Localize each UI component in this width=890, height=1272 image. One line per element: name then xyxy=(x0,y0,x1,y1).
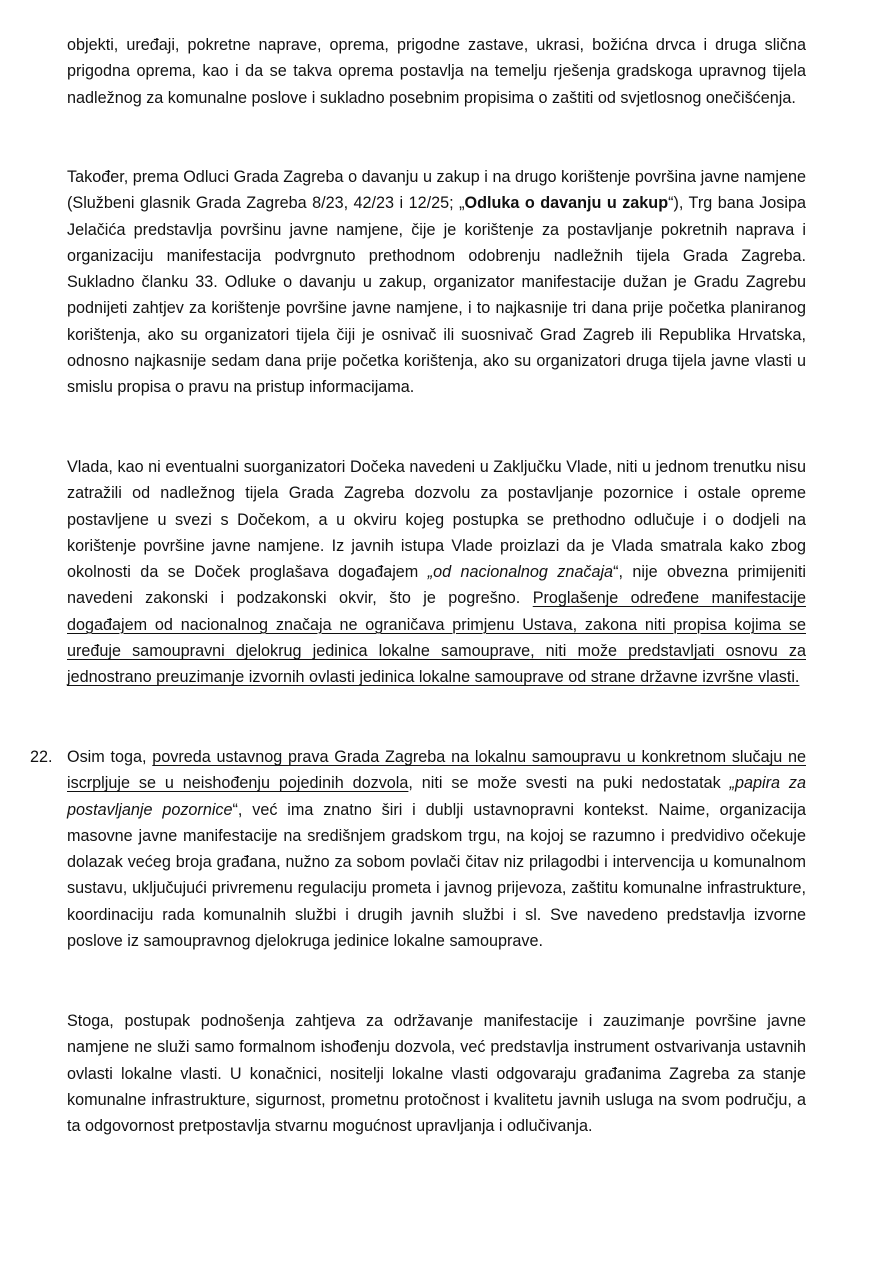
paragraph-5-text: Stoga, postupak podnošenja zahtjeva za održavanje manifestacije i zauzimanje površine javne namjene ne služi samo formalnom ishođenju dozvola, već predstavlja instrument ostvarivanja ustavnih ovlasti lokalne vlasti. U konačnici, nositelji lokalne vlasti odgovaraju građanima Zagreba za stanje komunalne infrastrukture, sigurnost, prometnu protočnost i kvalitetu javnih usluga na svom području, a ta odgovornost pretpostavlja stvarnu mogućnost upravljanja i odlučivanja. xyxy=(67,1012,806,1136)
paragraph-2-text-a: Također, prema Odluci Grada Zagreba o davanju u zakup i na drugo korištenje površina javne namjene (Službeni glasnik Grada Zagreba 8/23, 42/23 i 12/25; „ xyxy=(67,168,806,213)
paragraph-3-underlined: Proglašenje određene manifestacije događajem od nacionalnog značaja ne ograničava primjenu Ustava, zakona niti propisa kojima se uređuje samoupravni djelokrug jedinica lokalne samouprave, niti može predstavljati osnovu za jednostrano preuzimanje izvornih ovlasti jedinica lokalne samouprave od strane državne izvršne vlasti. xyxy=(67,589,806,687)
paragraph-1 xyxy=(67,32,806,111)
paragraph-4-italic-quote: „papira za postavljanje pozornice xyxy=(67,774,806,819)
paragraph-2-bold-term: Odluka o davanju u zakup xyxy=(464,194,669,213)
paragraph-5 xyxy=(67,1008,806,1139)
paragraph-2 xyxy=(67,164,806,401)
paragraph-1-text: objekti, uređaji, pokretne naprave, oprema, prigodne zastave, ukrasi, božićna drvca i druga slična prigodna oprema, kao i da se takva oprema postavlja na temelju rješenja gradskoga upravnog tijela nadležnog za komunalne poslove i sukladno posebnim propisima o zaštiti od svjetlosnog onečišćenja. xyxy=(67,36,806,107)
paragraph-3-text-b: “, nije obvezna primijeniti navedeni zakonski i podzakonski okvir, što je pogrešno. xyxy=(67,563,806,608)
paragraph-4-text-a: Osim toga, xyxy=(67,748,153,766)
paragraph-3-italic-quote: „od nacionalnog značaja xyxy=(427,563,614,582)
paragraph-4 xyxy=(67,744,806,954)
paragraph-3 xyxy=(67,454,806,691)
paragraph-4-underlined: povreda ustavnog prava Grada Zagreba na lokalnu samoupravu u konkretnom slučaju ne iscrpljuje se u neishođenju pojedinih dozvola xyxy=(67,748,806,793)
paragraph-4-text-c: “, već ima znatno širi i dublji ustavnopravni kontekst. Naime, organizacija masovne javne manifestacije na središnjem gradskom trgu, na kojoj se razumno i predvidivo očekuje dolazak većeg broja građana, nužno za sobom povlači čitav niz prilagodbi i intervencija u komunalnom sustavu, uključujući privremenu regulaciju prometa i javnog prijevoza, zaštitu komunalne infrastrukture, koordinaciju rada komunalnih službi i drugih javnih službi i sl. Sve navedeno predstavlja izvorne poslove iz samoupravnog djelokruga jedinice lokalne samouprave. xyxy=(67,800,806,951)
paragraph-3-text-a: Vlada, kao ni eventualni suorganizatori Dočeka navedeni u Zaključku Vlade, niti u jednom trenutku nisu zatražili od nadležnog tijela Grada Zagreba dozvolu za postavljanje pozornice i ostale opreme postavljene u svezi s Dočekom, a u okviru kojeg postupka se prethodno odlučuje i o dodjeli na korištenje površine javne namjene. Iz javnih istupa Vlade proizlazi da je Vlada smatrala kako zbog okolnosti da se Doček proglašava događajem xyxy=(67,458,806,582)
paragraph-2-text-b: “), Trg bana Josipa Jelačića predstavlja površinu javne namjene, čije je korištenje za postavljanje pokretnih naprava i organizaciju manifestacija podvrgnuto prethodnom odobrenju nadležnih tijela Grada Zagreba. Sukladno članku 33. Odluke o davanju u zakup, organizator manifestacije dužan je Gradu Zagrebu podnijeti zahtjev za korištenje površine javne namjene, i to najkasnije tri dana prije početka planiranog korištenja, ako su organizatori tijela čiji je osnivač ili suosnivač Grad Zagreb ili Republika Hrvatska, odnosno najkasnije sedam dana prije početka korištenja, ako su organizatori druga tijela javne vlasti u smislu propisa o pravu na pristup informacijama. xyxy=(67,194,806,397)
paragraph-4-text-b: , niti se može svesti na puki nedostatak xyxy=(408,774,730,793)
paragraph-number-22: 22. xyxy=(30,748,53,766)
